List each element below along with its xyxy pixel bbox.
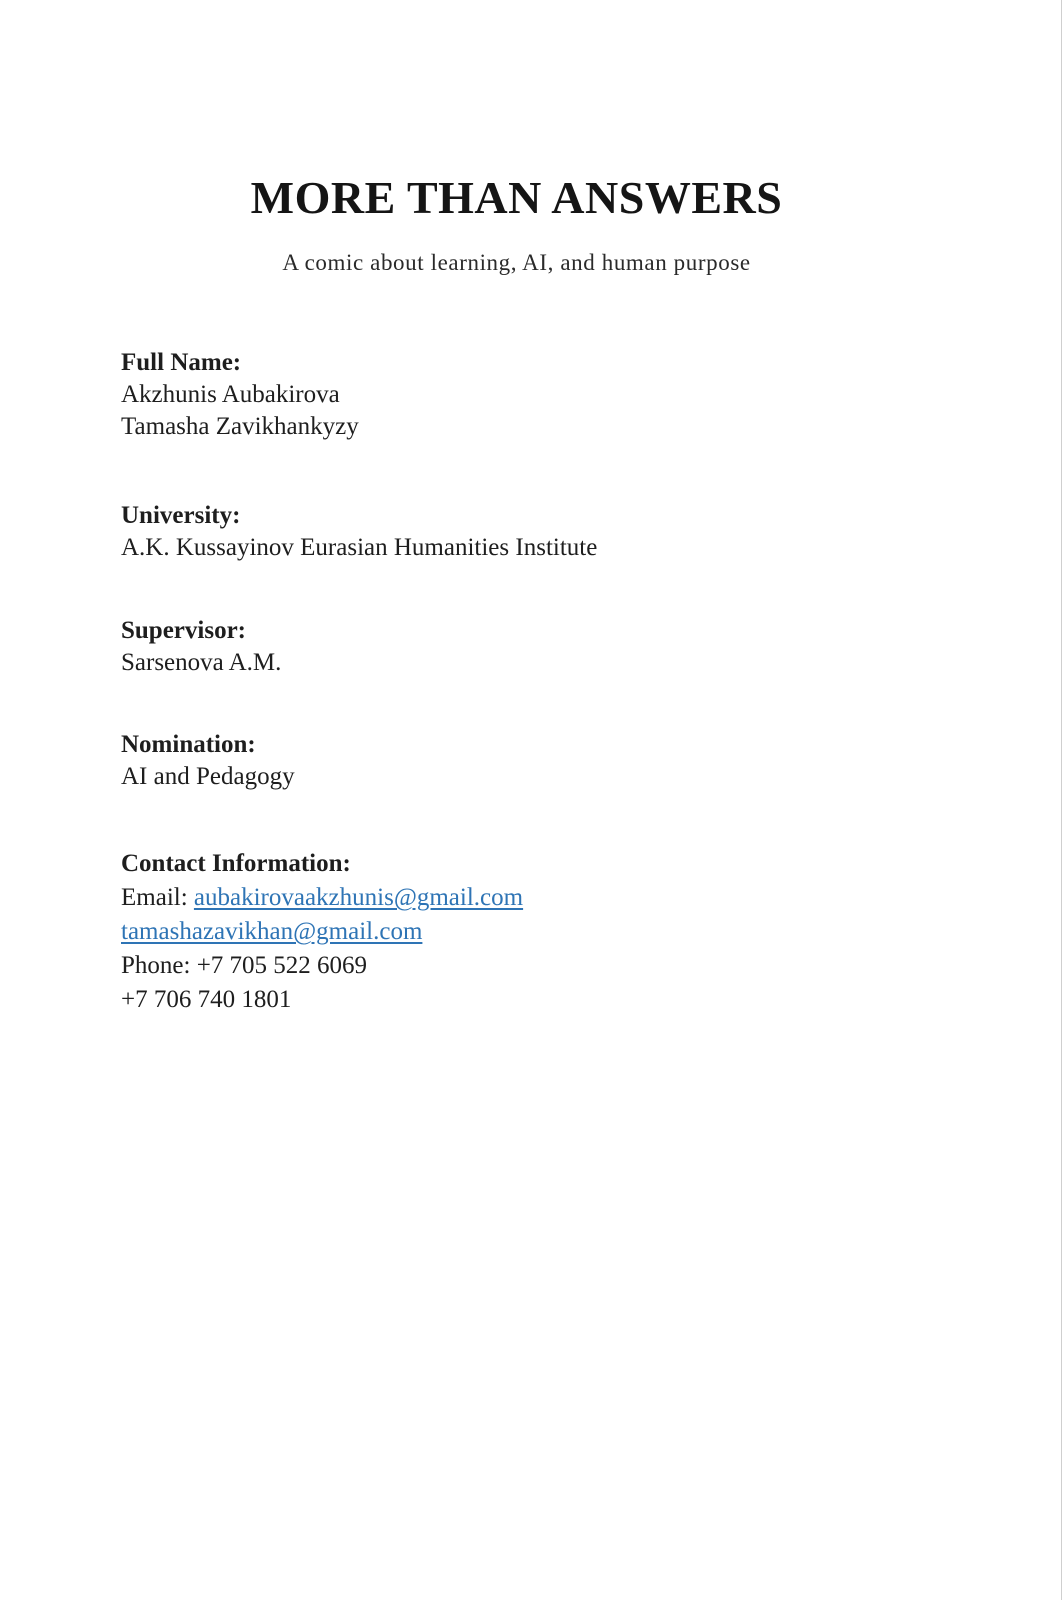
section-contact [121,847,981,1017]
nomination-label: Nomination: [121,731,256,758]
email-link-1[interactable]: aubakirovaakzhunis@gmail.com [193,884,524,911]
full-name-value-2: Tamasha Zavikhankyzy [121,413,359,440]
contact-phone-line [121,949,981,983]
phone-prefix: Phone: [121,952,197,979]
university-value: A.K. Kussayinov Eurasian Humanities Institute [121,534,598,561]
phone-value-1: +7 705 522 6069 [196,952,368,979]
supervisor-value: Sarsenova A.M. [121,649,282,676]
nomination-value: AI and Pedagogy [121,763,295,790]
full-name-value-1: Akzhunis Aubakirova [121,381,340,408]
email-link-2[interactable]: tamashazavikhan@gmail.com [121,918,423,945]
full-name-label: Full Name: [121,349,242,376]
contact-email-line-2 [121,915,981,949]
supervisor-label: Supervisor: [121,617,246,644]
section-nomination [121,729,981,793]
email-prefix: Email: [121,884,194,911]
section-university [121,500,981,564]
document-header [0,170,1061,278]
section-supervisor [121,615,981,679]
section-full-name [121,347,981,443]
contact-label: Contact Information: [121,850,351,877]
document-body [0,347,1061,1017]
contact-email-line [121,881,981,915]
contact-phone-line-2 [121,983,981,1017]
document-title: MORE THAN ANSWERS [250,172,783,223]
university-label: University: [121,502,241,529]
document-subtitle: A comic about learning, AI, and human purpose [282,250,751,275]
phone-value-2: +7 706 740 1801 [121,986,292,1013]
